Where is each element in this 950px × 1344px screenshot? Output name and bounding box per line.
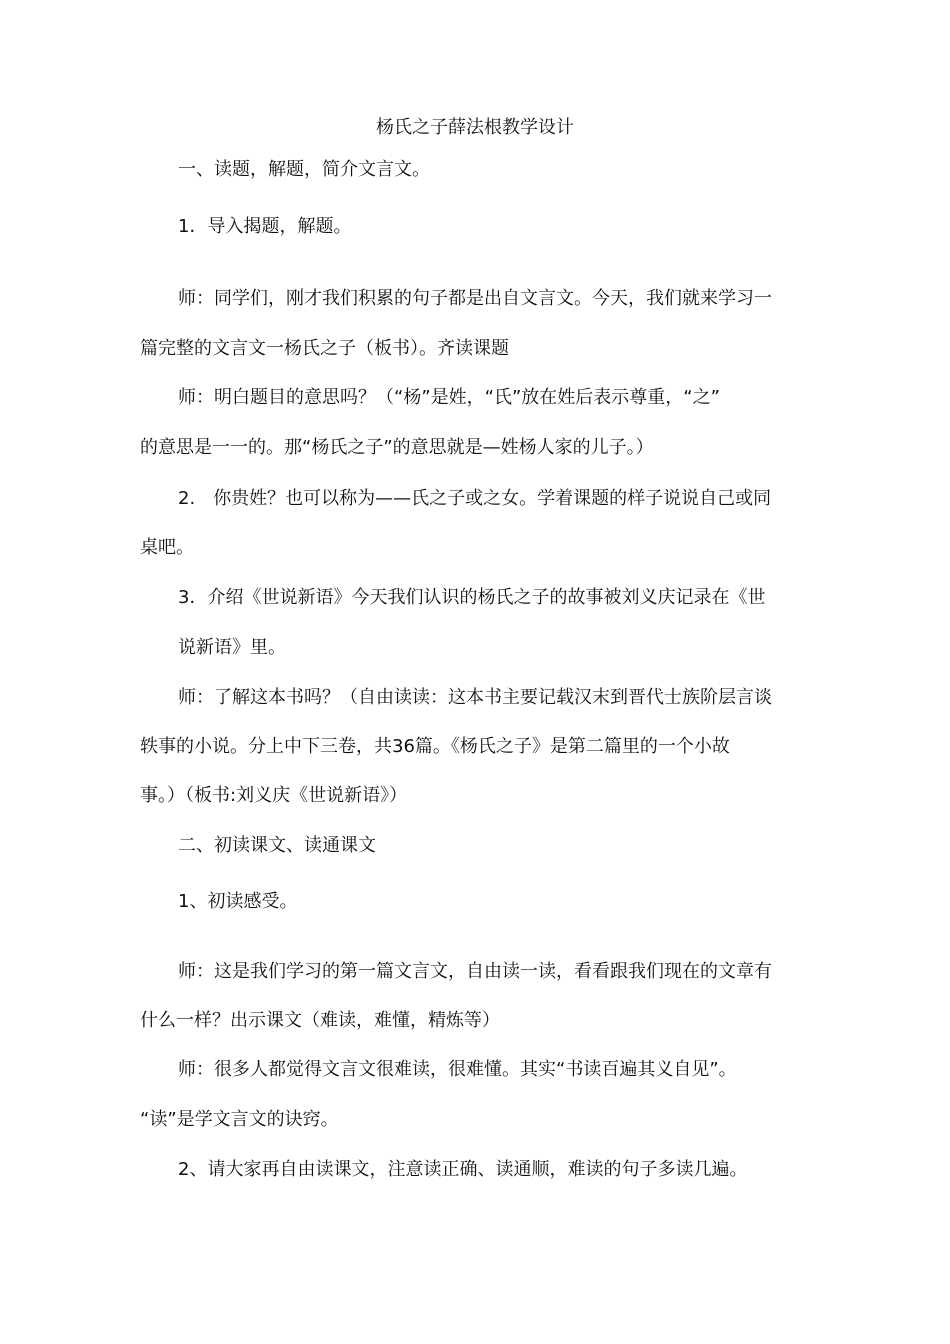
paragraph-line: 1．导入揭题，解题。 [178, 216, 352, 237]
paragraph-line: 篇完整的文言文一杨氏之子（板书）。齐读课题 [140, 338, 509, 359]
paragraph-line: 说新语》里。 [178, 637, 286, 658]
paragraph-line: 3．介绍《世说新语》今天我们认识的杨氏之子的故事被刘义庆记录在《世 [178, 587, 766, 608]
paragraph-line: “读”是学文言文的诀窍。 [140, 1109, 339, 1130]
paragraph-line: 的意思是一一的。那“杨氏之子”的意思就是—姓杨人家的儿子。） [140, 437, 654, 458]
paragraph-line: 师：同学们，刚才我们积累的句子都是出自文言文。今天，我们就来学习一 [178, 288, 772, 309]
section-heading-1: 一、读题，解题，简介文言文。 [178, 159, 430, 180]
document-title: 杨氏之子薛法根教学设计 [376, 117, 574, 138]
paragraph-line: 师：很多人都觉得文言文很难读，很难懂。其实“书读百遍其义自见”。 [178, 1059, 737, 1080]
paragraph-line: 师：这是我们学习的第一篇文言文，自由读一读，看看跟我们现在的文章有 [178, 961, 772, 982]
paragraph-line: 2. 你贵姓？也可以称为——氏之子或之女。学着课题的样子说说自己或同 [178, 488, 772, 509]
paragraph-line: 什么一样？出示课文（难读，难懂，精炼等） [140, 1010, 500, 1031]
paragraph-line: 桌吧。 [140, 537, 194, 558]
section-heading-2: 二、初读课文、读通课文 [178, 835, 376, 856]
paragraph-line: 事。）（板书:刘义庆《世说新语》） [140, 785, 408, 806]
paragraph-line: 2、请大家再自由读课文，注意读正确、读通顺，难读的句子多读几遍。 [178, 1159, 748, 1180]
paragraph-line: 轶事的小说。分上中下三卷，共36篇。《杨氏之子》是第二篇里的一个小故 [140, 736, 730, 757]
paragraph-line: 1、初读感受。 [178, 891, 298, 912]
paragraph-line: 师：了解这本书吗？（自由读读：这本书主要记载汉末到晋代士族阶层言谈 [178, 687, 772, 708]
paragraph-line: 师：明白题目的意思吗？（“杨”是姓，“氏”放在姓后表示尊重，“之” [178, 387, 720, 408]
